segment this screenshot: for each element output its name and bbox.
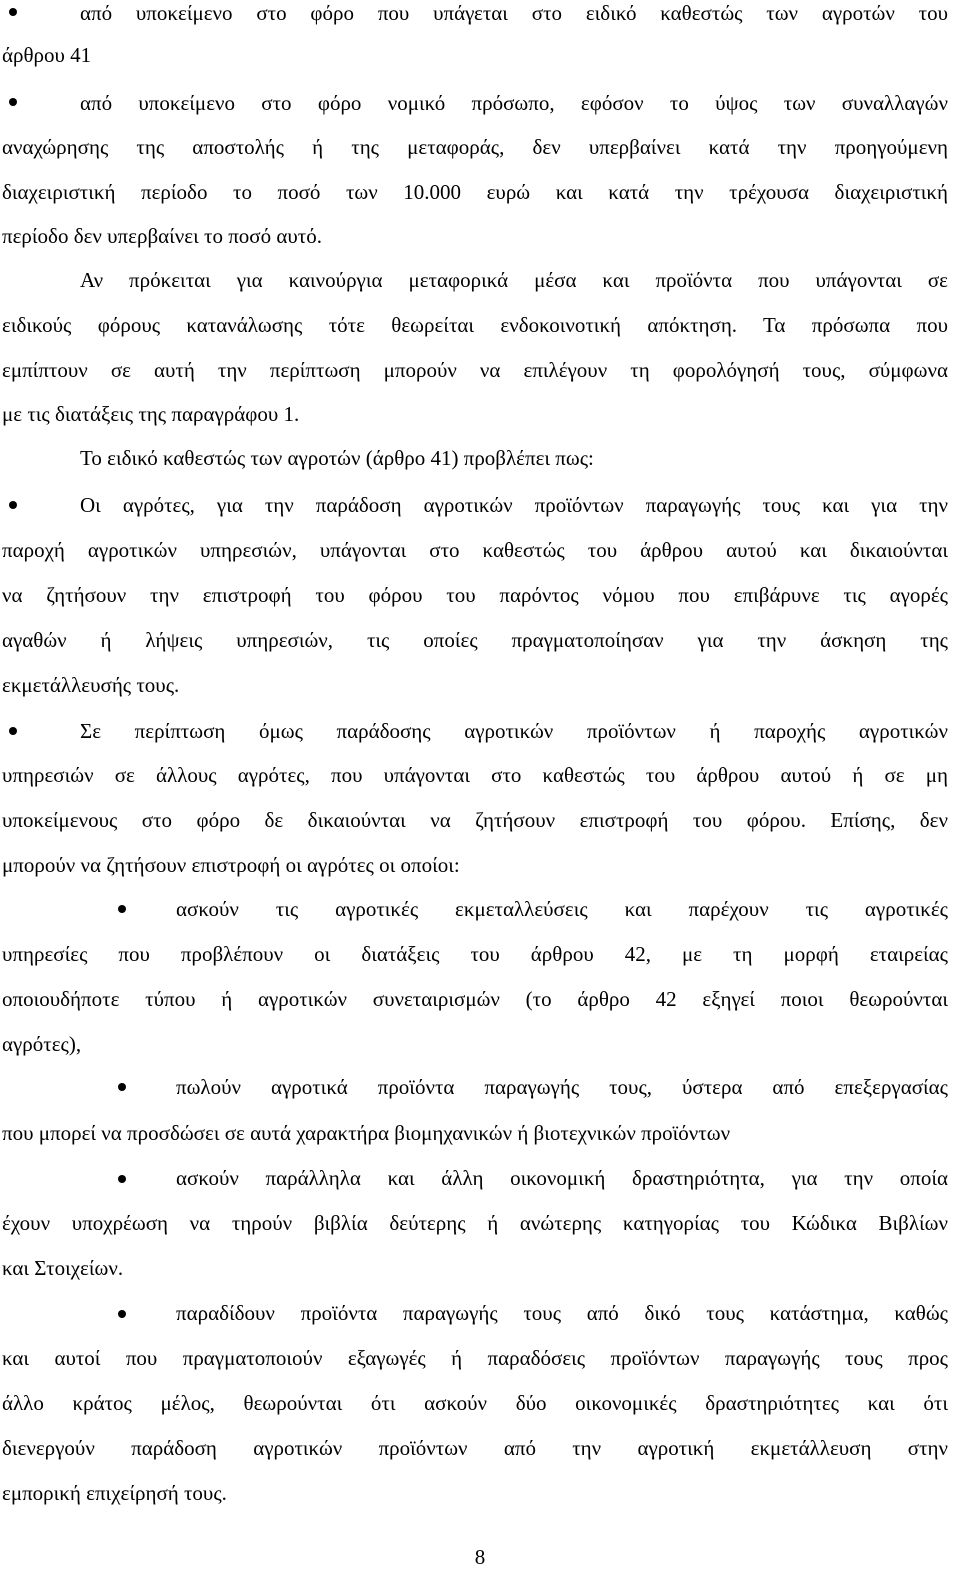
page-number: 8 [474, 1545, 486, 1569]
text-line: να ζητήσουν την επιστροφή του φόρου του παρόντος νόμου που επιβάρυνε τις αγορές [2, 583, 948, 607]
bullet-icon [9, 727, 17, 735]
bullet-icon [118, 1175, 126, 1183]
text-line: αγαθών ή λήψεις υπηρεσιών, τις οποίες πραγματοποίησαν για την άσκηση της [2, 628, 948, 652]
text-line: από υποκείμενο στο φόρο που υπάγεται στο ειδικό καθεστώς των αγροτών του [80, 1, 948, 25]
text-line: παροχή αγροτικών υπηρεσιών, υπάγονται στο καθεστώς του άρθρου αυτού και δικαιούνται [2, 538, 948, 562]
text-line: με τις διατάξεις της παραγράφου 1. [2, 402, 300, 426]
text-line: πωλούν αγροτικά προϊόντα παραγωγής τους, ύστερα από επεξεργασίας [176, 1075, 948, 1099]
text-line: άλλο κράτος μέλος, θεωρούνται ότι ασκούν δύο οικονομικές δραστηριότητες και ότι [2, 1391, 948, 1415]
text-line: και αυτοί που πραγματοποιούν εξαγωγές ή παραδόσεις προϊόντων παραγωγής τους προς [2, 1346, 948, 1370]
text-line: Το ειδικό καθεστώς των αγροτών (άρθρο 41) προβλέπει πως: [80, 446, 594, 470]
text-line: εμπορική επιχείρησή τους. [2, 1481, 227, 1505]
bullet-icon [118, 1083, 126, 1091]
text-line: υπηρεσιών σε άλλους αγρότες, που υπάγονται στο καθεστώς του άρθρου αυτού ή σε μη [2, 763, 948, 787]
text-line: υπηρεσίες που προβλέπουν οι διατάξεις του άρθρου 42, με τη μορφή εταιρείας [2, 942, 948, 966]
text-line: αναχώρησης της αποστολής ή της μεταφοράς, δεν υπερβαίνει κατά την προηγούμενη [2, 135, 948, 159]
text-line: εκμετάλλευσής τους. [2, 673, 180, 697]
text-line: μπορούν να ζητήσουν επιστροφή οι αγρότες οι οποίοι: [2, 853, 460, 877]
text-line: Σε περίπτωση όμως παράδοσης αγροτικών προϊόντων ή παροχής αγροτικών [80, 719, 948, 743]
text-line: οποιουδήποτε τύπου ή αγροτικών συνεταιρισμών (το άρθρο 42 εξηγεί ποιοι θεωρούνται [2, 987, 948, 1011]
text-line: παραδίδουν προϊόντα παραγωγής τους από δικό τους κατάστημα, καθώς [176, 1301, 948, 1325]
bullet-icon [118, 1310, 126, 1318]
bullet-icon [9, 8, 17, 16]
text-line: ειδικούς φόρους κατανάλωσης τότε θεωρείται ενδοκοινοτική απόκτηση. Τα πρόσωπα που [2, 313, 948, 337]
text-line: που μπορεί να προσδώσει σε αυτά χαρακτήρα βιομηχανικών ή βιοτεχνικών προϊόντων [2, 1121, 731, 1145]
text-line: υποκείμενους στο φόρο δε δικαιούνται να ζητήσουν επιστροφή του φόρου. Επίσης, δεν [2, 808, 948, 832]
text-line: Αν πρόκειται για καινούργια μεταφορικά μέσα και προϊόντα που υπάγονται σε [80, 268, 948, 292]
bullet-icon [118, 905, 126, 913]
text-line: ασκούν τις αγροτικές εκμεταλλεύσεις και παρέχουν τις αγροτικές [176, 897, 948, 921]
text-line: από υποκείμενο στο φόρο νομικό πρόσωπο, εφόσον το ύψος των συναλλαγών [80, 91, 948, 115]
bullet-icon [9, 501, 17, 509]
text-line: ασκούν παράλληλα και άλλη οικονομική δραστηριότητα, για την οποία [176, 1166, 948, 1190]
text-line: Οι αγρότες, για την παράδοση αγροτικών προϊόντων παραγωγής τους και για την [80, 493, 948, 517]
text-line: περίοδο δεν υπερβαίνει το ποσό αυτό. [2, 224, 322, 248]
text-line: διενεργούν παράδοση αγροτικών προϊόντων από την αγροτική εκμετάλλευση στην [2, 1436, 948, 1460]
bullet-icon [9, 98, 17, 106]
text-line: άρθρου 41 [2, 43, 92, 67]
text-line: εμπίπτουν σε αυτή την περίπτωση μπορούν να επιλέγουν τη φορολόγησή τους, σύμφωνα [2, 358, 948, 382]
text-line: αγρότες), [2, 1032, 82, 1056]
text-line: και Στοιχείων. [2, 1256, 124, 1280]
text-line: διαχειριστική περίοδο το ποσό των 10.000 ευρώ και κατά την τρέχουσα διαχειριστική [2, 180, 948, 204]
text-line: έχουν υποχρέωση να τηρούν βιβλία δεύτερης ή ανώτερης κατηγορίας του Κώδικα Βιβλίων [2, 1211, 948, 1235]
